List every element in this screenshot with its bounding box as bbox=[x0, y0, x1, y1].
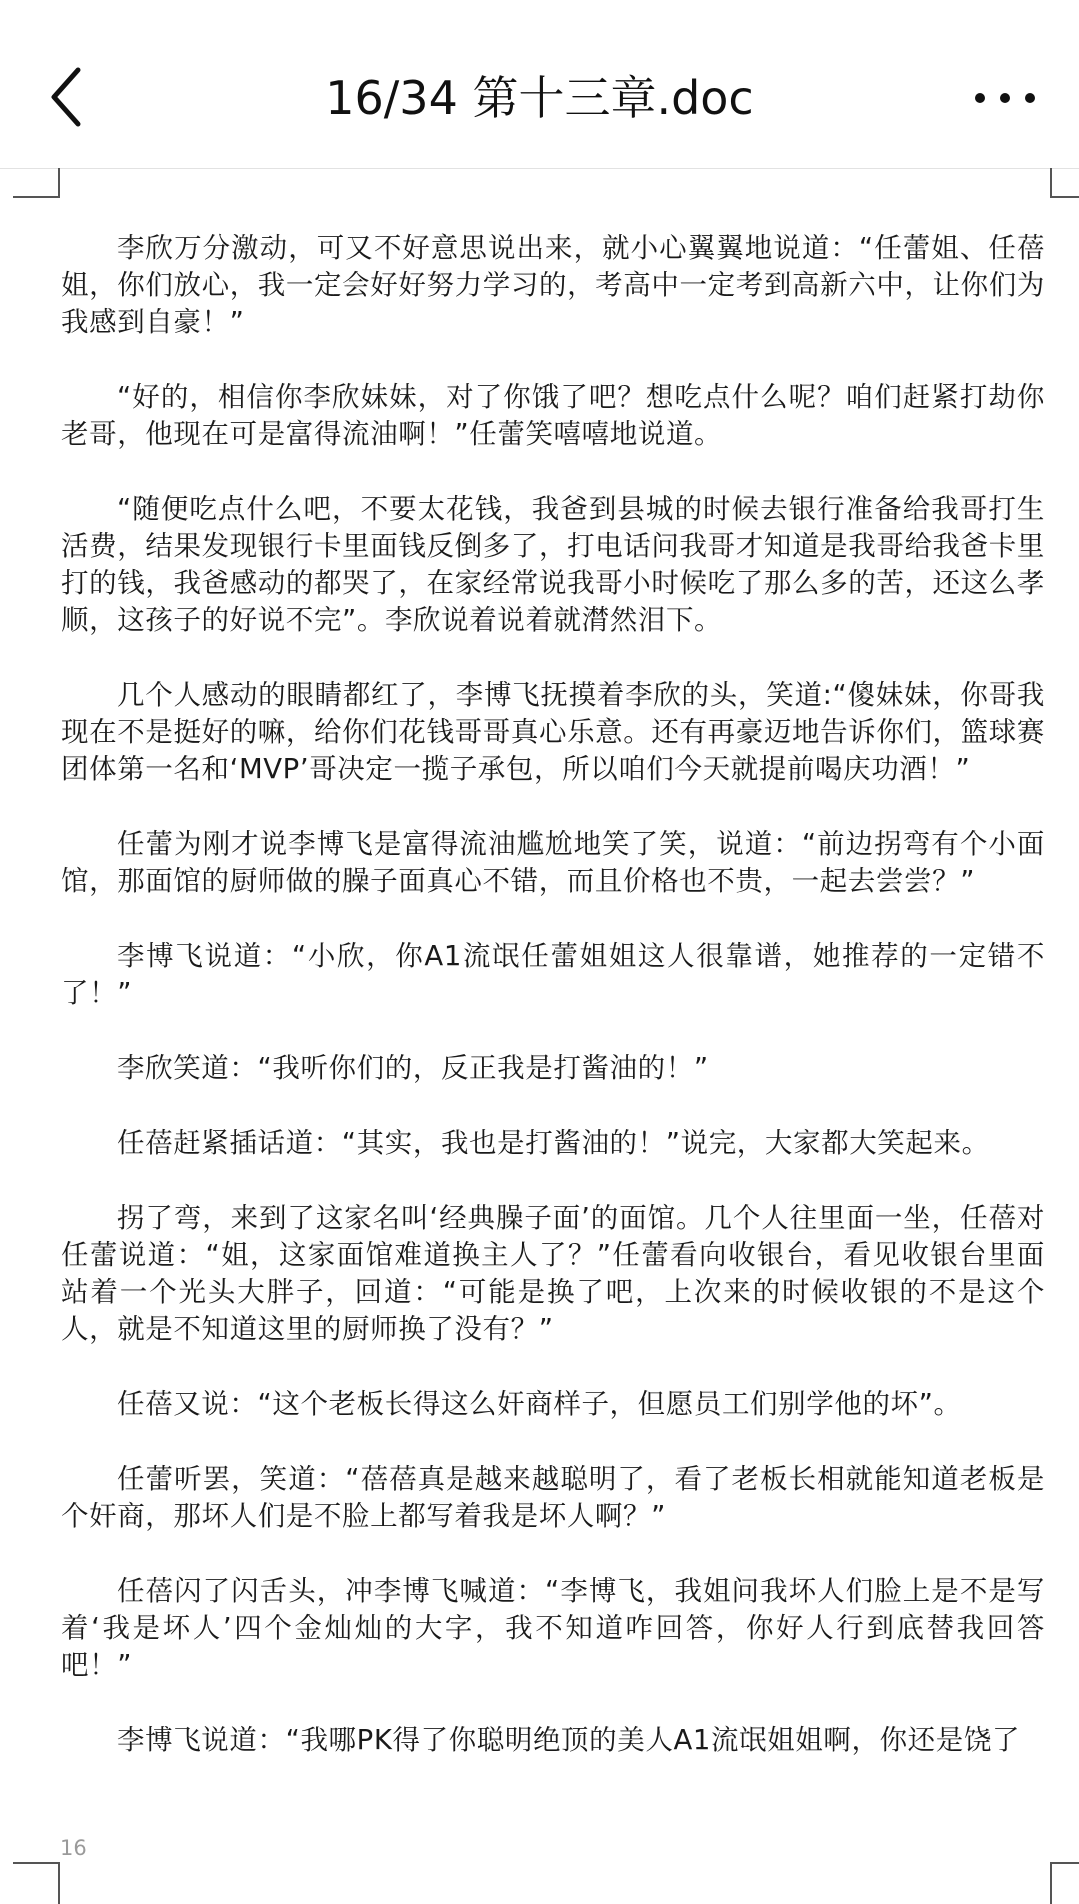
chevron-left-icon[interactable] bbox=[40, 62, 96, 132]
paragraph: 任蓓闪了闪舌头，冲李博飞喊道：“李博飞，我姐问我坏人们脸上是不是写着‘我是坏人’四个金灿灿的大字，我不知道咋回答，你好人行到底替我回答吧！” bbox=[61, 1575, 1045, 1681]
page-number: 16 bbox=[60, 1836, 87, 1860]
document-title: 16/34 第十三章.doc bbox=[325, 71, 754, 125]
page-corner-mark-top-right bbox=[1050, 168, 1079, 198]
page-corner-mark-top-left bbox=[13, 168, 60, 198]
document-body[interactable] bbox=[61, 230, 1045, 1797]
paragraph: 任蕾听罢，笑道：“蓓蓓真是越来越聪明了，看了老板长相就能知道老板是个奸商，那坏人们是不脸上都写着我是坏人啊？” bbox=[61, 1463, 1045, 1532]
paragraph: “好的，相信你李欣妹妹，对了你饿了吧？想吃点什么呢？咱们赶紧打劫你老哥，他现在可是富得流油啊！”任蕾笑嘻嘻地说道。 bbox=[61, 381, 1045, 450]
paragraph: 李博飞说道：“我哪PK得了你聪明绝顶的美人A1流氓姐姐啊，你还是饶了 bbox=[117, 1724, 1021, 1756]
paragraph: 任蕾为刚才说李博飞是富得流油尴尬地笑了笑，说道：“前边拐弯有个小面馆，那面馆的厨师做的臊子面真心不错，而且价格也不贵，一起去尝尝？” bbox=[61, 828, 1045, 897]
paragraph: “随便吃点什么吧，不要太花钱，我爸到县城的时候去银行准备给我哥打生活费，结果发现银行卡里面钱反倒多了，打电话问我哥才知道是我哥给我爸卡里打的钱，我爸感动的都哭了，在家经常说我哥小时候吃了那么多的苦，还这么孝顺，这孩子的好说不完”。李欣说着说着就潸然泪下。 bbox=[61, 493, 1045, 636]
paragraph: 李欣万分激动，可又不好意思说出来，就小心翼翼地说道：“任蕾姐、任蓓姐，你们放心，我一定会好好努力学习的，考高中一定考到高新六中，让你们为我感到自豪！” bbox=[61, 232, 1045, 338]
paragraph: 李博飞说道：“小欣，你A1流氓任蕾姐姐这人很靠谱，她推荐的一定错不了！” bbox=[61, 940, 1045, 1009]
paragraph: 李欣笑道：“我听你们的，反正我是打酱油的！” bbox=[117, 1052, 709, 1084]
paragraph: 拐了弯，来到了这家名叫‘经典臊子面’的面馆。几个人往里面一坐，任蓓对任蕾说道：“姐，这家面馆难道换主人了？”任蕾看向收银台，看见收银台里面站着一个光头大胖子，回道：“可能是换了吧，上次来的时候收银的不是这个人，就是不知道这里的厨师换了没有？” bbox=[61, 1202, 1045, 1345]
page-corner-mark-bottom-left bbox=[13, 1862, 60, 1904]
more-horizontal-icon[interactable] bbox=[970, 80, 1040, 116]
app-header bbox=[0, 0, 1079, 169]
paragraph: 几个人感动的眼睛都红了，李博飞抚摸着李欣的头，笑道:“傻妹妹，你哥我现在不是挺好的嘛，给你们花钱哥哥真心乐意。还有再豪迈地告诉你们，篮球赛团体第一名和‘MVP’哥决定一揽子承包，所以咱们今天就提前喝庆功酒！” bbox=[61, 679, 1045, 785]
paragraph: 任蓓赶紧插话道：“其实，我也是打酱油的！”说完，大家都大笑起来。 bbox=[117, 1127, 990, 1159]
page-corner-mark-bottom-right bbox=[1050, 1862, 1079, 1904]
paragraph: 任蓓又说：“这个老板长得这么奸商样子，但愿员工们别学他的坏”。 bbox=[117, 1388, 962, 1420]
